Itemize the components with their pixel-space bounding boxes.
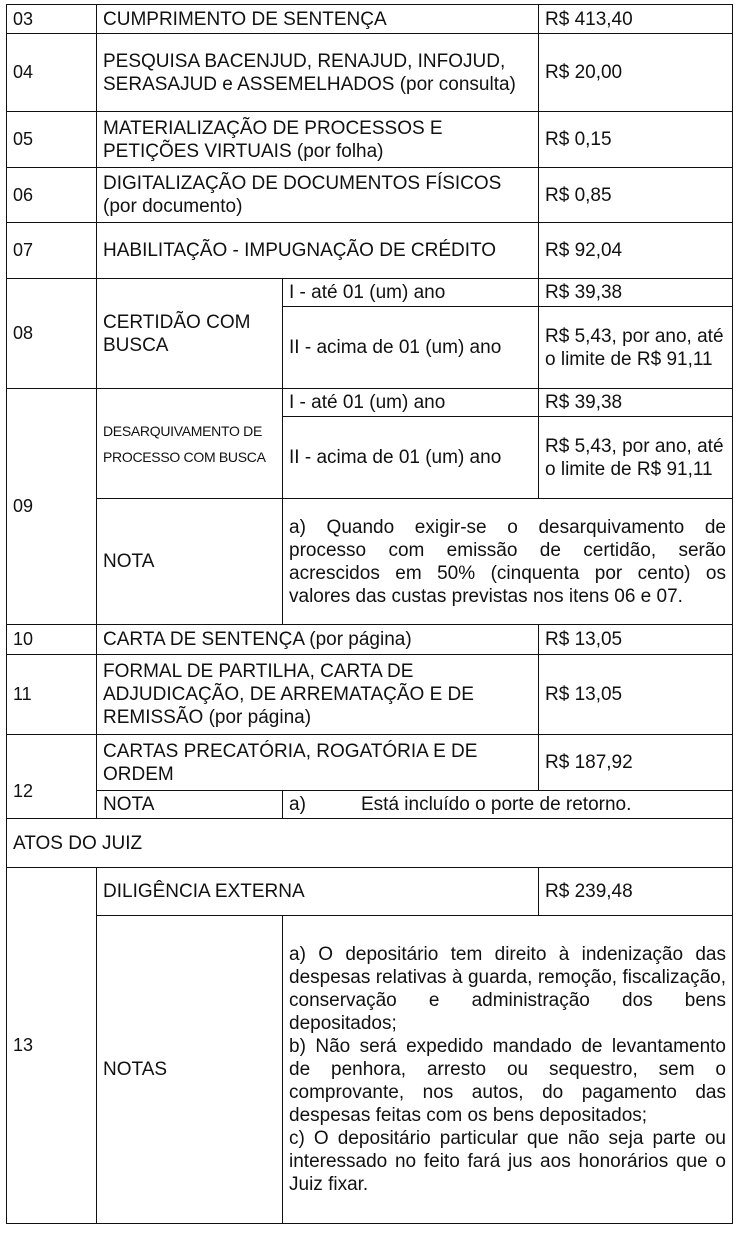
item-value: R$ 13,05 bbox=[539, 655, 733, 735]
note-label: NOTA bbox=[97, 791, 283, 819]
item-value: R$ 5,43, por ano, até o limite de R$ 91,11 bbox=[539, 307, 733, 389]
item-description: CUMPRIMENTO DE SENTENÇA bbox=[97, 5, 539, 34]
table-row bbox=[7, 279, 733, 307]
item-number: 07 bbox=[7, 223, 97, 279]
item-number: 05 bbox=[7, 112, 97, 168]
table-row bbox=[7, 735, 733, 791]
note-c: c) O depositário particular que não seja parte ou interessado no feito fará jus aos honorários que o Juiz fixar. bbox=[289, 1128, 726, 1195]
item-number: 12 bbox=[7, 735, 97, 819]
item-number: 10 bbox=[7, 625, 97, 655]
table-row bbox=[7, 112, 733, 168]
item-number: 04 bbox=[7, 34, 97, 112]
item-number: 11 bbox=[7, 655, 97, 735]
item-value: R$ 92,04 bbox=[539, 223, 733, 279]
item-description: DIGITALIZAÇÃO DE DOCUMENTOS FÍSICOS (por documento) bbox=[97, 168, 539, 223]
item-description: CARTA DE SENTENÇA (por página) bbox=[97, 625, 539, 655]
table-row bbox=[7, 791, 733, 819]
table-row bbox=[7, 868, 733, 916]
table-row bbox=[7, 389, 733, 417]
section-row bbox=[7, 819, 733, 868]
table-row bbox=[7, 5, 733, 34]
note-a: a) O depositário tem direito à indenização das despesas relativas à guarda, remoção, fiscalização, conservação e administração dos bens depositados; bbox=[289, 944, 726, 1034]
note-marker: a) bbox=[289, 794, 306, 815]
item-description: DILIGÊNCIA EXTERNA bbox=[97, 868, 539, 916]
item-description: HABILITAÇÃO - IMPUGNAÇÃO DE CRÉDITO bbox=[97, 223, 539, 279]
notes-label: NOTAS bbox=[97, 916, 283, 1224]
item-number: 08 bbox=[7, 279, 97, 389]
fee-table bbox=[6, 4, 733, 1224]
section-title: ATOS DO JUIZ bbox=[7, 819, 733, 868]
item-value: R$ 13,05 bbox=[539, 625, 733, 655]
note-text-cell bbox=[283, 791, 733, 819]
item-value: R$ 0,85 bbox=[539, 168, 733, 223]
item-number: 06 bbox=[7, 168, 97, 223]
sub-item-label: II - acima de 01 (um) ano bbox=[283, 417, 539, 499]
item-value: R$ 187,92 bbox=[539, 735, 733, 791]
item-number: 09 bbox=[7, 389, 97, 625]
note-text: a) Quando exigir-se o desarquivamento de processo com emissão de certidão, serão acrescidos em 50% (cinquenta por cento) os valores das custas previstas nos itens 06 e 07. bbox=[283, 499, 733, 625]
notes-cell bbox=[283, 916, 733, 1224]
note-label: NOTA bbox=[97, 499, 283, 625]
item-value: R$ 0,15 bbox=[539, 112, 733, 168]
item-value: R$ 20,00 bbox=[539, 34, 733, 112]
table-row bbox=[7, 625, 733, 655]
item-value: R$ 39,38 bbox=[539, 279, 733, 307]
item-value: R$ 39,38 bbox=[539, 389, 733, 417]
item-description: CERTIDÃO COM BUSCA bbox=[97, 279, 283, 389]
table-row bbox=[7, 223, 733, 279]
item-value: R$ 239,48 bbox=[539, 868, 733, 916]
item-description: PESQUISA BACENJUD, RENAJUD, INFOJUD, SERASAJUD e ASSEMELHADOS (por consulta) bbox=[97, 34, 539, 112]
table-row bbox=[7, 655, 733, 735]
table-row bbox=[7, 34, 733, 112]
item-value: R$ 5,43, por ano, até o limite de R$ 91,11 bbox=[539, 417, 733, 499]
table-row bbox=[7, 499, 733, 625]
note-b: b) Não será expedido mandado de levantamento de penhora, arresto ou sequestro, sem o comprovante, nos autos, do pagamento das despesas feitas com os bens depositados; bbox=[289, 1036, 726, 1126]
item-description: FORMAL DE PARTILHA, CARTA DE ADJUDICAÇÃO, DE ARREMATAÇÃO E DE REMISSÃO (por página) bbox=[97, 655, 539, 735]
item-description: CARTAS PRECATÓRIA, ROGATÓRIA E DE ORDEM bbox=[97, 735, 539, 791]
table-row bbox=[7, 168, 733, 223]
item-number: 03 bbox=[7, 5, 97, 34]
sub-item-label: I - até 01 (um) ano bbox=[283, 279, 539, 307]
item-description: DESARQUIVAMENTO DE PROCESSO COM BUSCA bbox=[97, 389, 283, 499]
item-value: R$ 413,40 bbox=[539, 5, 733, 34]
table-row bbox=[7, 916, 733, 1224]
sub-item-label: I - até 01 (um) ano bbox=[283, 389, 539, 417]
item-description: MATERIALIZAÇÃO DE PROCESSOS E PETIÇÕES VIRTUAIS (por folha) bbox=[97, 112, 539, 168]
sub-item-label: II - acima de 01 (um) ano bbox=[283, 307, 539, 389]
note-text: Está incluído o porte de retorno. bbox=[361, 794, 632, 815]
item-number: 13 bbox=[7, 868, 97, 1224]
